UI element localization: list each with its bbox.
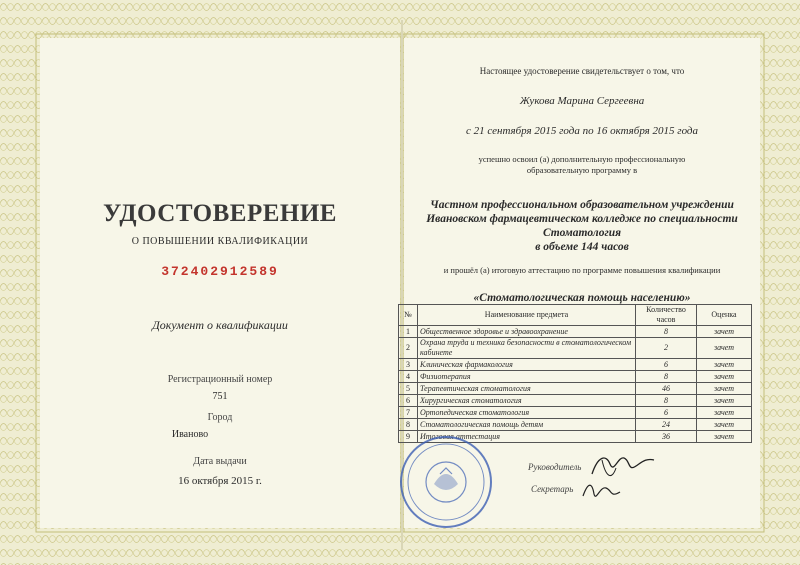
row-grade: зачет xyxy=(697,395,752,407)
header-hours: Количество часов xyxy=(636,305,697,326)
secretary-signature-label: Секретарь xyxy=(531,484,574,494)
holder-name: Жукова Марина Сергеевна xyxy=(519,95,645,107)
row-hours: 8 xyxy=(636,326,697,338)
row-grade: зачет xyxy=(697,371,752,383)
row-subject: Итоговая аттестация xyxy=(418,431,636,443)
row-grade: зачет xyxy=(697,407,752,419)
row-hours: 46 xyxy=(636,383,697,395)
intro-text: Настоящее удостоверение свидетельствует о том, что xyxy=(479,66,685,76)
city-value: Иваново xyxy=(171,429,209,440)
row-subject: Охрана труда и техника безопасности в стоматологическом кабинете xyxy=(418,338,636,359)
document-kind: Документ о квалификации xyxy=(152,318,288,332)
row-grade: зачет xyxy=(697,419,752,431)
certificate-title: УДОСТОВЕРЕНИЕ xyxy=(103,200,337,227)
row-hours: 2 xyxy=(636,338,697,359)
row-subject: Общественное здоровье и здравоохранение xyxy=(418,326,636,338)
table-row xyxy=(399,419,752,431)
row-hours: 24 xyxy=(636,419,697,431)
row-subject: Стоматологическая помощь детям xyxy=(418,419,636,431)
table-row xyxy=(399,359,752,371)
institution-block xyxy=(404,198,760,254)
program-name: «Стоматологическая помощь населению» xyxy=(473,292,691,304)
row-grade: зачет xyxy=(697,338,752,359)
header-num: № xyxy=(399,305,418,326)
table-row xyxy=(399,395,752,407)
attestation-text: и прошёл (а) итоговую аттестацию по программе повышения квалификации xyxy=(443,265,721,275)
row-num: 9 xyxy=(399,431,418,443)
official-seal xyxy=(398,434,494,530)
row-hours: 36 xyxy=(636,431,697,443)
row-grade: зачет xyxy=(697,431,752,443)
issue-date-label: Дата выдачи xyxy=(193,456,247,467)
row-grade: зачет xyxy=(697,383,752,395)
mastered-line-2: образовательную программу в xyxy=(526,165,638,175)
row-num: 6 xyxy=(399,395,418,407)
left-page xyxy=(40,38,400,528)
row-subject: Хирургическая стоматология xyxy=(418,395,636,407)
mastered-text xyxy=(404,154,760,176)
row-grade: зачет xyxy=(697,359,752,371)
row-hours: 6 xyxy=(636,407,697,419)
certificate-number: 372402912589 xyxy=(161,264,279,279)
volume-hours: в объеме 144 часов xyxy=(535,241,629,253)
table-row xyxy=(399,407,752,419)
row-num: 1 xyxy=(399,326,418,338)
header-subject: Наименование предмета xyxy=(418,305,636,326)
row-hours: 8 xyxy=(636,371,697,383)
row-subject: Терапевтическая стоматология xyxy=(418,383,636,395)
row-hours: 6 xyxy=(636,359,697,371)
row-subject: Клиническая фармакология xyxy=(418,359,636,371)
issue-date: 16 октября 2015 г. xyxy=(178,475,262,487)
head-signature-label: Руководитель xyxy=(528,462,582,472)
row-subject: Ортопедическая стоматология xyxy=(418,407,636,419)
row-grade: зачет xyxy=(697,326,752,338)
specialty: Стоматология xyxy=(542,227,622,239)
institution-line-1: Частном профессиональном образовательном учреждении xyxy=(430,199,734,211)
row-num: 7 xyxy=(399,407,418,419)
secretary-signature xyxy=(580,478,624,504)
table-row xyxy=(399,371,752,383)
row-subject: Физиотерапия xyxy=(418,371,636,383)
table-row xyxy=(399,326,752,338)
header-grade: Оценка xyxy=(697,305,752,326)
registration-label: Регистрационный номер xyxy=(167,374,273,385)
institution-line-2: Ивановском фармацевтическом колледже по специальности xyxy=(426,213,738,225)
registration-number: 751 xyxy=(212,391,228,402)
city-label: Город xyxy=(207,412,233,423)
row-num: 2 xyxy=(399,338,418,359)
table-row xyxy=(399,338,752,359)
certificate-subtitle: О ПОВЫШЕНИИ КВАЛИФИКАЦИИ xyxy=(131,236,309,247)
row-num: 4 xyxy=(399,371,418,383)
row-num: 5 xyxy=(399,383,418,395)
row-hours: 8 xyxy=(636,395,697,407)
table-header-row xyxy=(399,305,752,326)
row-num: 3 xyxy=(399,359,418,371)
table-row xyxy=(399,383,752,395)
study-period: с 21 сентября 2015 года по 16 октября 2015 года xyxy=(465,125,698,137)
mastered-line-1: успешно освоил (а) дополнительную профессиональную xyxy=(478,154,686,164)
subjects-table xyxy=(398,304,752,443)
row-num: 8 xyxy=(399,419,418,431)
